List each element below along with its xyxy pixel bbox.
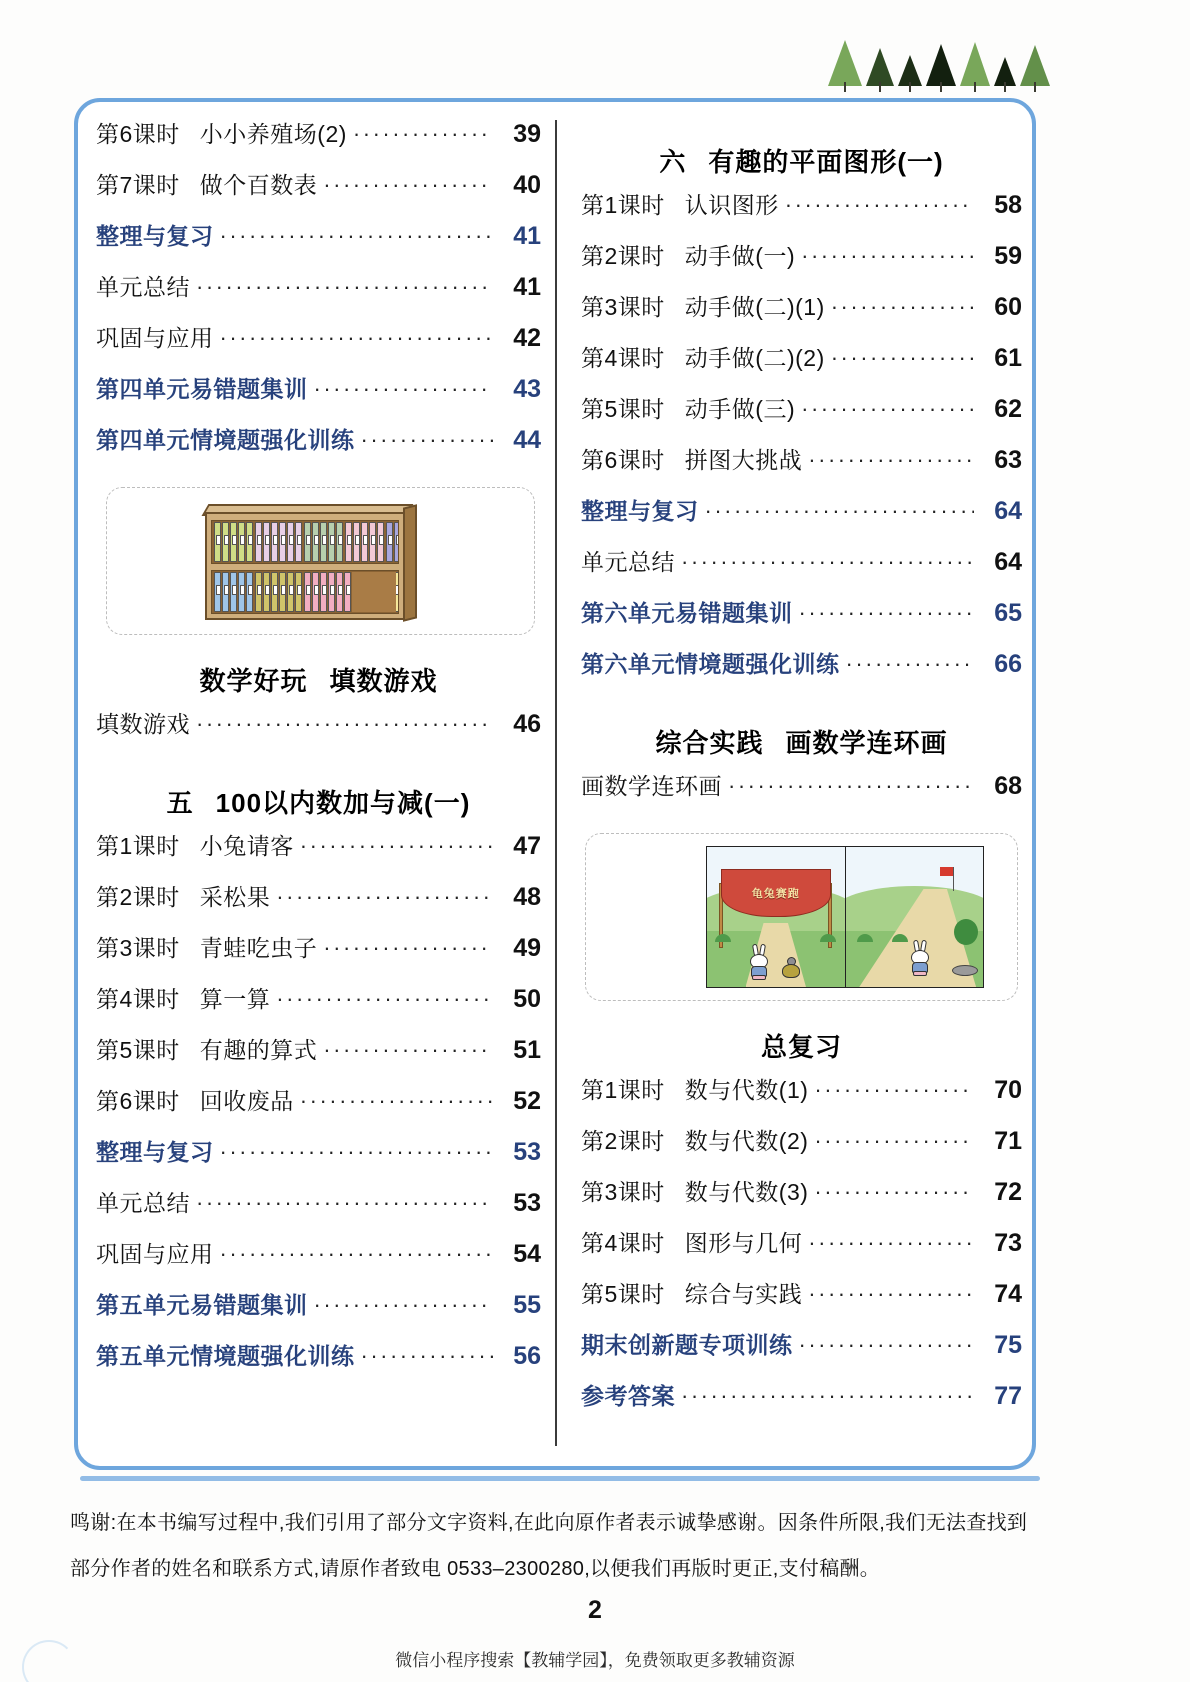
book-icon bbox=[279, 572, 286, 612]
toc-lesson-label: 第1课时 bbox=[581, 192, 665, 218]
toc-lesson-label: 第3课时 bbox=[581, 294, 665, 320]
unit-number: 六 bbox=[659, 147, 687, 177]
toc-entry-title: 动手做(一) bbox=[684, 243, 796, 269]
book-icon bbox=[263, 572, 270, 612]
book-icon bbox=[230, 522, 237, 562]
toc-entry[interactable] bbox=[96, 879, 541, 930]
pine-tree-icon bbox=[960, 42, 990, 86]
toc-page-number: 62 bbox=[994, 395, 1022, 423]
leader-dots bbox=[323, 943, 493, 953]
book-icon bbox=[369, 522, 376, 562]
toc-entry-title: 第四单元易错题集训 bbox=[96, 376, 308, 402]
toc-entry[interactable] bbox=[96, 167, 541, 218]
toc-entry-title: 数与代数(1) bbox=[684, 1077, 809, 1103]
leader-dots bbox=[300, 841, 493, 851]
book-icon bbox=[353, 522, 360, 562]
toc-entry-title: 回收废品 bbox=[199, 1088, 294, 1114]
unit-heading bbox=[581, 1027, 1022, 1064]
toc-entry[interactable] bbox=[581, 442, 1022, 493]
toc-lesson-label: 第5课时 bbox=[96, 1037, 180, 1063]
pine-tree-icon bbox=[994, 57, 1016, 86]
comic-strip-drawing bbox=[706, 846, 984, 988]
toc-entry-title: 期末创新题专项训练 bbox=[581, 1332, 793, 1358]
toc-page-number: 64 bbox=[994, 497, 1022, 525]
toc-entry[interactable] bbox=[581, 1378, 1022, 1429]
toc-entry-title: 第四单元情境题强化训练 bbox=[96, 427, 355, 453]
pine-tree-icon bbox=[828, 40, 862, 86]
toc-entry[interactable] bbox=[96, 1236, 541, 1287]
toc-lesson-label: 第3课时 bbox=[581, 1179, 665, 1205]
leader-dots bbox=[808, 1238, 974, 1248]
book-icon bbox=[320, 572, 327, 612]
toc-entry-title: 整理与复习 bbox=[96, 223, 214, 249]
book-icon bbox=[287, 572, 294, 612]
leader-dots bbox=[801, 251, 974, 261]
toc-entry[interactable] bbox=[96, 828, 541, 879]
toc-entry-title: 单元总结 bbox=[96, 1190, 190, 1216]
unit-name: 总复习 bbox=[760, 1032, 842, 1062]
toc-entry-title: 数与代数(3) bbox=[684, 1179, 809, 1205]
toc-entry[interactable] bbox=[96, 981, 541, 1032]
toc-entry[interactable] bbox=[581, 289, 1022, 340]
toc-entry[interactable] bbox=[581, 187, 1022, 238]
leader-dots bbox=[799, 608, 975, 618]
book-icon bbox=[214, 572, 221, 612]
unit-heading bbox=[581, 142, 1022, 179]
toc-entry-title: 填数游戏 bbox=[96, 711, 190, 737]
toc-entry-title: 综合与实践 bbox=[684, 1281, 803, 1307]
book-icon bbox=[214, 522, 221, 562]
leader-dots bbox=[220, 1249, 494, 1259]
toc-entry-title: 认识图形 bbox=[684, 192, 779, 218]
toc-page-number: 54 bbox=[513, 1240, 541, 1268]
book-icon bbox=[255, 522, 262, 562]
toc-entry[interactable] bbox=[96, 1032, 541, 1083]
toc-entry[interactable] bbox=[581, 544, 1022, 595]
toc-entry-title: 图形与几何 bbox=[684, 1230, 803, 1256]
acknowledgement bbox=[70, 1500, 1070, 1592]
toc-entry-title: 第六单元易错题集训 bbox=[581, 600, 793, 626]
toc-entry[interactable] bbox=[96, 1083, 541, 1134]
bookshelf-illustration bbox=[106, 487, 535, 635]
rabbit-character bbox=[909, 942, 931, 976]
watermark-text: 微信小程序搜索【教辅学园】，免费领取更多教辅资源 bbox=[395, 1651, 795, 1670]
leader-dots bbox=[314, 1300, 494, 1310]
toc-page-number: 71 bbox=[994, 1127, 1022, 1155]
toc-entry-title: 动手做(二)(2) bbox=[684, 345, 825, 371]
bookshelf-row bbox=[211, 520, 399, 564]
toc-entry[interactable] bbox=[581, 391, 1022, 442]
bookshelf-row bbox=[211, 570, 399, 614]
toc-page-number: 64 bbox=[994, 548, 1022, 576]
book-icon bbox=[271, 572, 278, 612]
book-icon bbox=[263, 522, 270, 562]
book-icon bbox=[336, 522, 343, 562]
toc-entry-title: 单元总结 bbox=[96, 274, 190, 300]
frame-shadow bbox=[80, 1476, 1040, 1481]
toc-page-number: 70 bbox=[994, 1076, 1022, 1104]
toc-entry[interactable] bbox=[581, 340, 1022, 391]
toc-page-number: 74 bbox=[994, 1280, 1022, 1308]
race-banner: 龟兔赛跑 bbox=[721, 869, 831, 917]
book-icon bbox=[328, 572, 335, 612]
book-icon bbox=[246, 522, 253, 562]
book-icon bbox=[320, 522, 327, 562]
toc-column-left bbox=[74, 98, 555, 1470]
toc-lesson-label: 第4课时 bbox=[581, 1230, 665, 1256]
empty-shelf-space bbox=[352, 572, 396, 612]
toc-entry-title: 参考答案 bbox=[581, 1383, 675, 1409]
toc-page-number: 56 bbox=[513, 1342, 541, 1370]
toc-entry-title: 整理与复习 bbox=[96, 1139, 214, 1165]
toc-lesson-label: 第1课时 bbox=[581, 1077, 665, 1103]
unit-name: 填数游戏 bbox=[329, 666, 438, 696]
toc-entry-title: 动手做(三) bbox=[684, 396, 796, 422]
toc-entry-title: 单元总结 bbox=[581, 549, 675, 575]
leader-dots bbox=[220, 231, 494, 241]
toc-page-number: 61 bbox=[994, 344, 1022, 372]
leader-dots bbox=[831, 302, 974, 312]
toc-lesson-label: 第6课时 bbox=[581, 447, 665, 473]
toc-page-number: 58 bbox=[994, 191, 1022, 219]
book-icon bbox=[238, 572, 245, 612]
book-icon bbox=[295, 572, 302, 612]
leader-dots bbox=[220, 333, 494, 343]
toc-page-number: 55 bbox=[513, 1291, 541, 1319]
toc-entry-title: 第五单元情境题强化训练 bbox=[96, 1343, 355, 1369]
toc-entry-title: 做个百数表 bbox=[199, 172, 318, 198]
toc-lesson-label: 第7课时 bbox=[96, 172, 180, 198]
book-icon bbox=[255, 572, 262, 612]
book-icon bbox=[287, 522, 294, 562]
book-icon bbox=[344, 572, 351, 612]
toc-page-number: 44 bbox=[513, 426, 541, 454]
toc-entry[interactable] bbox=[581, 768, 1022, 819]
book-icon bbox=[377, 522, 384, 562]
toc-lesson-label: 第4课时 bbox=[581, 345, 665, 371]
toc-columns bbox=[74, 98, 1036, 1470]
toc-entry[interactable] bbox=[96, 706, 541, 757]
leader-dots bbox=[846, 659, 975, 669]
toc-page-number: 75 bbox=[994, 1331, 1022, 1359]
leader-dots bbox=[814, 1187, 974, 1197]
leader-dots bbox=[276, 892, 493, 902]
book-icon bbox=[304, 572, 311, 612]
toc-entry-title: 第五单元易错题集训 bbox=[96, 1292, 308, 1318]
leader-dots bbox=[220, 1147, 494, 1157]
toc-entry[interactable] bbox=[581, 1225, 1022, 1276]
unit-name: 画数学连环画 bbox=[785, 728, 948, 758]
book-icon bbox=[222, 572, 229, 612]
toc-entry[interactable] bbox=[581, 238, 1022, 289]
toc-page-number: 52 bbox=[513, 1087, 541, 1115]
toc-page-number: 60 bbox=[994, 293, 1022, 321]
leader-dots bbox=[361, 435, 494, 445]
toc-page-number: 39 bbox=[513, 120, 541, 148]
toc-entry[interactable] bbox=[581, 493, 1022, 544]
leader-dots bbox=[785, 200, 974, 210]
toc-entry-title: 有趣的算式 bbox=[199, 1037, 318, 1063]
toc-entry-title: 数与代数(2) bbox=[684, 1128, 809, 1154]
acknowledgement-line-2: 部分作者的姓名和联系方式,请原作者致电 0533–2300280,以便我们再版时更正,支付稿酬。 bbox=[70, 1558, 881, 1580]
leader-dots bbox=[276, 994, 493, 1004]
comic-strip-illustration bbox=[585, 833, 1018, 1001]
toc-lesson-label: 第5课时 bbox=[581, 396, 665, 422]
leader-dots bbox=[808, 455, 974, 465]
toc-entry[interactable] bbox=[96, 422, 541, 473]
toc-entry[interactable] bbox=[96, 218, 541, 269]
leader-dots bbox=[808, 1289, 974, 1299]
pine-tree-icon bbox=[898, 55, 922, 86]
book-icon bbox=[386, 522, 393, 562]
toc-entry-title: 采松果 bbox=[199, 884, 271, 910]
unit-number: 综合实践 bbox=[655, 728, 764, 758]
book-icon bbox=[222, 522, 229, 562]
toc-entry-title: 拼图大挑战 bbox=[684, 447, 803, 473]
leader-dots bbox=[361, 1351, 494, 1361]
leader-dots bbox=[801, 404, 974, 414]
unit-number: 五 bbox=[166, 788, 194, 818]
toc-entry-title: 画数学连环画 bbox=[581, 773, 722, 799]
toc-page-number: 47 bbox=[513, 832, 541, 860]
toc-lesson-label: 第3课时 bbox=[96, 935, 180, 961]
unit-heading bbox=[581, 723, 1022, 760]
toc-entry[interactable] bbox=[581, 1327, 1022, 1378]
leader-dots bbox=[196, 282, 493, 292]
leader-dots bbox=[196, 1198, 493, 1208]
toc-page-number: 73 bbox=[994, 1229, 1022, 1257]
toc-page-number: 65 bbox=[994, 599, 1022, 627]
toc-page-number: 53 bbox=[513, 1189, 541, 1217]
toc-page-number: 46 bbox=[513, 710, 541, 738]
toc-lesson-label: 第1课时 bbox=[96, 833, 180, 859]
book-icon bbox=[336, 572, 343, 612]
toc-page-number: 53 bbox=[513, 1138, 541, 1166]
book-icon bbox=[295, 522, 302, 562]
toc-entry[interactable] bbox=[581, 646, 1022, 697]
toc-page-number: 59 bbox=[994, 242, 1022, 270]
comic-panel-1 bbox=[707, 847, 846, 987]
book-icon bbox=[312, 522, 319, 562]
pine-tree-icon bbox=[926, 44, 956, 86]
unit-number: 数学好玩 bbox=[199, 666, 308, 696]
toc-entry[interactable] bbox=[96, 1338, 541, 1389]
toc-page-number: 42 bbox=[513, 324, 541, 352]
book-icon bbox=[246, 572, 253, 612]
toc-page-number: 41 bbox=[513, 222, 541, 250]
toc-entry-title: 算一算 bbox=[199, 986, 271, 1012]
toc-page-number: 43 bbox=[513, 375, 541, 403]
leader-dots bbox=[353, 129, 493, 139]
toc-page-number: 72 bbox=[994, 1178, 1022, 1206]
book-icon bbox=[279, 522, 286, 562]
toc-entry-title: 巩固与应用 bbox=[96, 1241, 214, 1267]
rabbit-character bbox=[748, 946, 770, 980]
leader-dots bbox=[728, 781, 974, 791]
toc-entry[interactable] bbox=[581, 1174, 1022, 1225]
toc-entry[interactable] bbox=[581, 1072, 1022, 1123]
toc-entry[interactable] bbox=[96, 1287, 541, 1338]
toc-page-number: 77 bbox=[994, 1382, 1022, 1410]
toc-page-number: 66 bbox=[994, 650, 1022, 678]
leader-dots bbox=[681, 1391, 974, 1401]
book-icon bbox=[312, 572, 319, 612]
toc-entry[interactable] bbox=[581, 1123, 1022, 1174]
toc-entry[interactable] bbox=[96, 371, 541, 422]
pine-tree-icon bbox=[866, 48, 894, 86]
toc-entry[interactable] bbox=[581, 595, 1022, 646]
book-icon bbox=[328, 522, 335, 562]
toc-entry-title: 整理与复习 bbox=[581, 498, 699, 524]
toc-lesson-label: 第6课时 bbox=[96, 1088, 180, 1114]
leader-dots bbox=[681, 557, 974, 567]
leader-dots bbox=[831, 353, 974, 363]
leader-dots bbox=[799, 1340, 975, 1350]
toc-entry-title: 动手做(二)(1) bbox=[684, 294, 825, 320]
acknowledgement-line-1: 鸣谢:在本书编写过程中,我们引用了部分文字资料,在此向原作者表示诚挚感谢。因条件所限,我们无法查找到 bbox=[70, 1512, 1028, 1534]
leader-dots bbox=[705, 506, 975, 516]
toc-entry[interactable] bbox=[96, 1134, 541, 1185]
book-icon bbox=[271, 522, 278, 562]
leader-dots bbox=[323, 1045, 493, 1055]
toc-lesson-label: 第4课时 bbox=[96, 986, 180, 1012]
comic-panel-2 bbox=[846, 847, 984, 987]
toc-page-number: 49 bbox=[513, 934, 541, 962]
toc-page-number: 41 bbox=[513, 273, 541, 301]
book-icon bbox=[238, 522, 245, 562]
pine-tree-icon bbox=[1020, 45, 1050, 86]
unit-name: 有趣的平面图形(一) bbox=[708, 147, 944, 177]
toc-lesson-label: 第2课时 bbox=[581, 1128, 665, 1154]
toc-entry[interactable] bbox=[96, 116, 541, 167]
book-icon bbox=[394, 522, 399, 562]
book-icon bbox=[345, 522, 352, 562]
toc-entry[interactable] bbox=[96, 1185, 541, 1236]
toc-entry-title: 小兔请客 bbox=[199, 833, 294, 859]
toc-column-right bbox=[555, 98, 1036, 1470]
page-number: 2 bbox=[588, 1596, 602, 1624]
toc-entry[interactable] bbox=[96, 269, 541, 320]
toc-entry[interactable] bbox=[96, 930, 541, 981]
unit-name: 100以内数加与减(一) bbox=[215, 788, 471, 818]
toc-entry-title: 第六单元情境题强化训练 bbox=[581, 651, 840, 677]
pine-tree-decoration bbox=[828, 28, 1090, 90]
toc-entry-title: 巩固与应用 bbox=[96, 325, 214, 351]
toc-lesson-label: 第5课时 bbox=[581, 1281, 665, 1307]
toc-entry[interactable] bbox=[96, 320, 541, 371]
bookshelf-drawing bbox=[199, 502, 419, 626]
toc-lesson-label: 第2课时 bbox=[581, 243, 665, 269]
leader-dots bbox=[323, 180, 493, 190]
leader-dots bbox=[814, 1136, 974, 1146]
book-icon bbox=[361, 522, 368, 562]
toc-page-number: 68 bbox=[994, 772, 1022, 800]
leader-dots bbox=[300, 1096, 493, 1106]
toc-lesson-label: 第6课时 bbox=[96, 121, 180, 147]
toc-page-number: 63 bbox=[994, 446, 1022, 474]
leader-dots bbox=[314, 384, 494, 394]
toc-page-number: 48 bbox=[513, 883, 541, 911]
toc-lesson-label: 第2课时 bbox=[96, 884, 180, 910]
leader-dots bbox=[814, 1085, 974, 1095]
toc-entry[interactable] bbox=[581, 1276, 1022, 1327]
unit-heading bbox=[96, 661, 541, 698]
leader-dots bbox=[196, 719, 493, 729]
toc-entry-title: 小小养殖场(2) bbox=[199, 121, 347, 147]
turtle-character bbox=[781, 956, 801, 980]
toc-page-number: 51 bbox=[513, 1036, 541, 1064]
book-icon bbox=[230, 572, 237, 612]
toc-page-number: 40 bbox=[513, 171, 541, 199]
toc-entry-title: 青蛙吃虫子 bbox=[199, 935, 318, 961]
toc-page-number: 50 bbox=[513, 985, 541, 1013]
book-icon bbox=[304, 522, 311, 562]
unit-heading bbox=[96, 783, 541, 820]
